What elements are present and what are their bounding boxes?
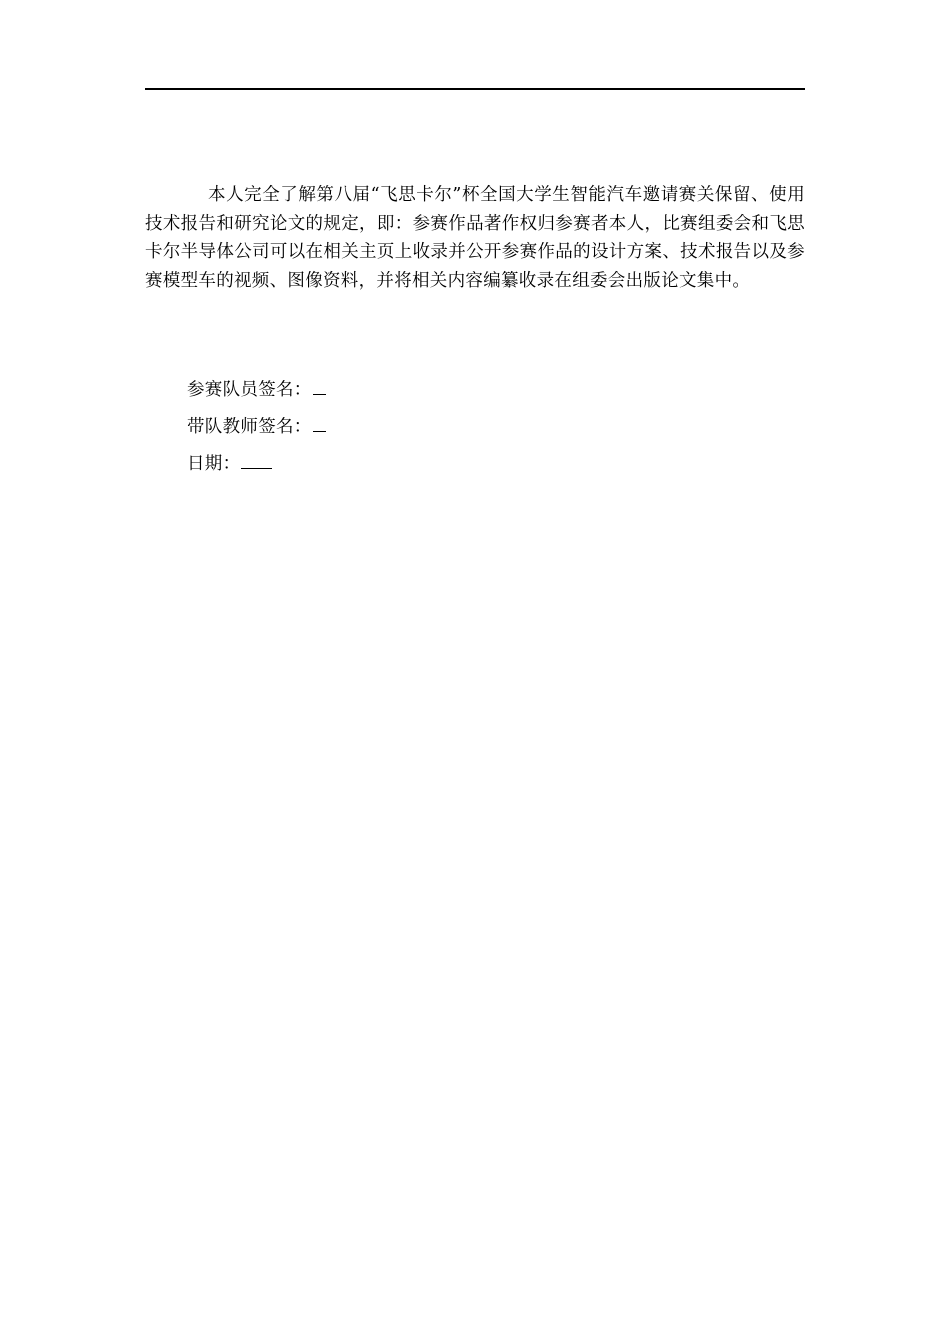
- teacher-signature-blank: [313, 409, 326, 432]
- date-line: [187, 446, 587, 483]
- team-member-signature-blank: [313, 372, 326, 395]
- team-member-signature-line: [187, 372, 587, 409]
- teacher-signature-line: [187, 409, 587, 446]
- declaration-paragraph: 本人完全了解第八届“飞思卡尔”杯全国大学生智能汽车邀请赛关保留、使用技术报告和研究论文的规定，即：参赛作品著作权归参赛者本人，比赛组委会和飞思卡尔半导体公司可以在相关主页上收录并公开参赛作品的设计方案、技术报告以及参赛模型车的视频、图像资料，并将相关内容编纂收录在组委会出版论文集中。: [145, 185, 805, 291]
- teacher-signature-label: 带队教师签名：: [187, 417, 312, 437]
- team-member-signature-label: 参赛队员签名：: [187, 380, 312, 400]
- header-rule: [145, 88, 805, 90]
- signature-block: [187, 372, 587, 483]
- date-blank: [241, 446, 272, 469]
- date-label: 日期：: [187, 454, 241, 474]
